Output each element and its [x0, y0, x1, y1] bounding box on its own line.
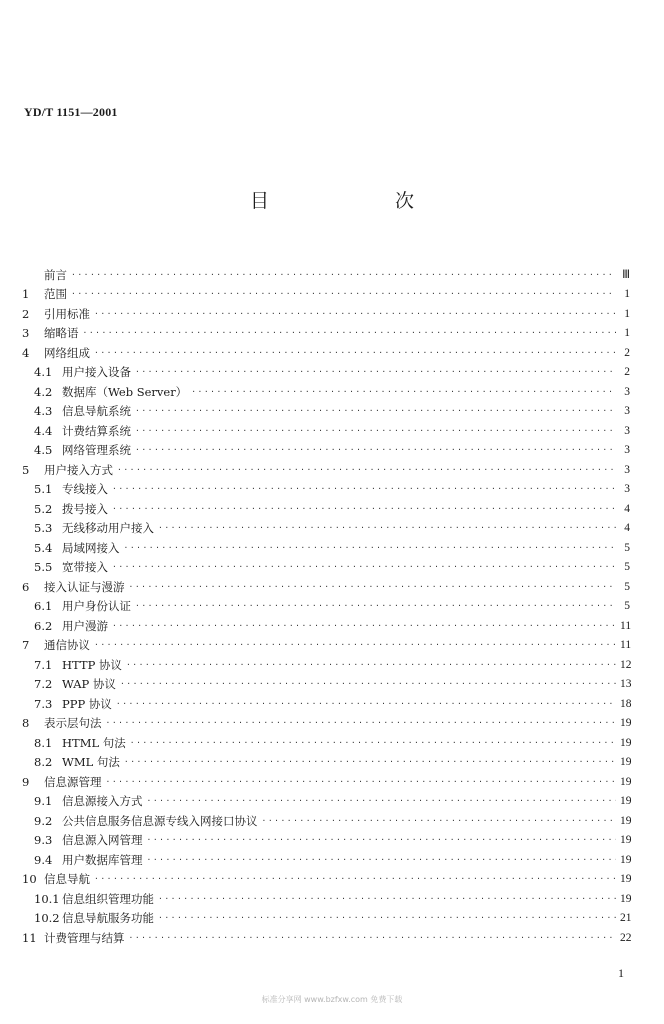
toc-entry[interactable]: [22, 496, 630, 516]
toc-entry[interactable]: [22, 730, 630, 750]
toc-entry-number: 7: [22, 638, 30, 652]
toc-entry-number: 5: [22, 462, 30, 477]
toc-entry-title: 信息源入网管理: [62, 833, 143, 847]
toc-leader-dots: [135, 365, 616, 379]
toc-entry[interactable]: [22, 867, 630, 887]
toc-leader-dots: [158, 521, 616, 535]
toc-entry-title: 引用标准: [44, 306, 90, 321]
toc-entry-title: 宽带接入: [62, 560, 108, 574]
toc-entry[interactable]: [22, 711, 630, 731]
toc-entry-title: 数据库（Web Server）: [62, 384, 188, 399]
toc-entry[interactable]: [22, 418, 630, 438]
toc-entry-page: 12: [620, 658, 632, 671]
toc-entry-number: 5.2: [34, 501, 53, 516]
toc-entry-number: 4.2: [34, 384, 53, 399]
toc-entry[interactable]: [22, 535, 630, 555]
toc-leader-dots: [106, 716, 617, 730]
toc-leader-dots: [94, 872, 616, 886]
toc-leader-dots: [112, 619, 616, 633]
toc-leader-dots: [83, 326, 617, 340]
toc-entry[interactable]: [22, 574, 630, 594]
toc-entry[interactable]: [22, 652, 630, 672]
toc-entry-title: 信息组织管理功能: [62, 891, 154, 906]
toc-leader-dots: [135, 599, 616, 613]
toc-entry-title: WAP 协议: [62, 677, 116, 691]
toc-entry-number: 9.2: [34, 813, 53, 828]
toc-entry-number: 7.2: [34, 677, 53, 691]
toc-entry-page: 3: [624, 424, 630, 437]
toc-leader-dots: [135, 443, 616, 457]
toc-entry[interactable]: [22, 516, 630, 536]
toc-entry-page: 11: [620, 639, 632, 651]
toc-entry-page: 19: [620, 834, 632, 846]
toc-entry-page: 2: [624, 346, 630, 359]
toc-entry[interactable]: [22, 379, 630, 399]
toc-entry-page: 19: [620, 795, 632, 807]
toc-entry[interactable]: [22, 340, 630, 360]
toc-entry-page: 19: [620, 775, 632, 788]
toc-entry-title: 信息导航: [44, 872, 90, 886]
toc-entry[interactable]: [22, 691, 630, 711]
toc-entry-title: 用户身份认证: [62, 599, 131, 613]
toc-entry-page: 1: [624, 327, 630, 339]
toc-entry-page: 19: [620, 814, 632, 827]
toc-entry-title: 缩略语: [44, 326, 79, 340]
toc-entry[interactable]: [22, 828, 630, 848]
toc-entry-title: 表示层句法: [44, 716, 102, 730]
toc-entry-number: 9: [22, 774, 30, 789]
toc-leader-dots: [147, 794, 617, 808]
toc-entry[interactable]: [22, 808, 630, 828]
toc-entry-page: 2: [624, 366, 630, 378]
toc-entry-number: 6.1: [34, 599, 53, 613]
toc-entry-page: 3: [624, 463, 630, 476]
table-of-contents: [22, 262, 630, 945]
watermark: 标准分享网 www.bzfxw.com 免费下载: [261, 995, 403, 1004]
toc-leader-dots: [135, 404, 616, 418]
toc-entry[interactable]: [22, 457, 630, 477]
toc-entry[interactable]: [22, 360, 630, 380]
toc-entry-title: WML 句法: [62, 755, 120, 769]
toc-entry-title: 用户接入设备: [62, 365, 131, 379]
toc-entry-title: 接入认证与漫游: [44, 579, 125, 594]
toc-entry-number: 5.4: [34, 540, 53, 555]
toc-entry-number: 9.4: [34, 852, 53, 867]
toc-leader-dots: [94, 307, 616, 321]
toc-entry-title: 通信协议: [44, 638, 90, 652]
toc-entry-title: PPP 协议: [62, 696, 112, 711]
toc-entry[interactable]: [22, 613, 630, 633]
toc-entry-number: 5.3: [34, 521, 53, 535]
toc-entry[interactable]: [22, 438, 630, 458]
toc-leader-dots: [116, 697, 616, 711]
toc-entry-number: 11: [22, 930, 37, 945]
toc-leader-dots: [129, 931, 617, 945]
toc-entry-number: 7.3: [34, 696, 53, 711]
toc-entry-number: 6: [22, 579, 30, 594]
toc-entry-page: 1: [624, 288, 630, 300]
toc-entry-page: 19: [620, 756, 632, 768]
toc-leader-dots: [191, 385, 616, 399]
toc-entry-number: 8: [22, 716, 30, 730]
toc-entry-number: 9.1: [34, 794, 53, 808]
toc-leader-dots: [130, 736, 616, 750]
toc-entry-page: 5: [624, 600, 630, 612]
toc-entry-number: 4.4: [34, 423, 53, 438]
toc-entry-number: 4.5: [34, 443, 53, 457]
toc-entry-number: 6.2: [34, 618, 53, 633]
toc-entry-number: 10: [22, 872, 37, 886]
toc-entry-page: 3: [624, 385, 630, 398]
toc-leader-dots: [94, 346, 616, 360]
toc-leader-dots: [124, 541, 617, 555]
toc-entry-page: Ⅲ: [622, 268, 630, 281]
toc-entry[interactable]: [22, 672, 630, 692]
toc-entry-title: 公共信息服务信息源专线入网接口协议: [62, 813, 258, 828]
toc-entry-page: 22: [620, 931, 632, 944]
toc-entry-page: 21: [620, 912, 632, 924]
toc-entry-page: 1: [624, 307, 630, 320]
toc-entry-title: 网络组成: [44, 345, 90, 360]
toc-entry-title: 范围: [44, 287, 67, 301]
toc-entry-title: 用户数据库管理: [62, 852, 143, 867]
toc-entry-page: 5: [624, 541, 630, 554]
toc-leader-dots: [120, 677, 616, 691]
toc-entry-title: 专线接入: [62, 482, 108, 496]
toc-leader-dots: [158, 911, 616, 925]
toc-leader-dots: [112, 502, 616, 516]
toc-entry-number: 8.2: [34, 755, 53, 769]
toc-entry-page: 3: [624, 405, 630, 417]
toc-entry-page: 19: [620, 892, 632, 905]
toc-entry-number: 3: [22, 326, 30, 340]
toc-leader-dots: [112, 482, 616, 496]
toc-entry-page: 19: [620, 873, 632, 885]
toc-entry-page: 18: [620, 697, 632, 710]
toc-entry-number: 2: [22, 306, 30, 321]
toc-entry-page: 19: [620, 717, 632, 729]
page-title: 目 次: [249, 190, 475, 212]
toc-leader-dots: [158, 892, 616, 906]
toc-leader-dots: [135, 424, 616, 438]
toc-leader-dots: [147, 833, 617, 847]
toc-leader-dots: [262, 814, 617, 828]
toc-entry-page: 11: [620, 619, 632, 632]
toc-entry[interactable]: [22, 321, 630, 341]
toc-entry-page: 3: [624, 483, 630, 495]
toc-entry-page: 5: [624, 580, 630, 593]
toc-entry[interactable]: [22, 847, 630, 867]
toc-leader-dots: [147, 853, 617, 867]
toc-entry-title: HTTP 协议: [62, 657, 122, 672]
toc-entry-title: 前言: [44, 267, 67, 282]
toc-entry-title: 计费结算系统: [62, 423, 131, 438]
toc-entry-number: 5.5: [34, 560, 53, 574]
toc-entry-page: 13: [620, 678, 632, 690]
toc-entry[interactable]: [22, 769, 630, 789]
toc-entry-number: 10.2: [34, 911, 60, 925]
toc-entry[interactable]: [22, 262, 630, 282]
toc-entry-number: 1: [22, 287, 30, 301]
toc-entry-number: 4.1: [34, 365, 53, 379]
toc-leader-dots: [117, 463, 616, 477]
toc-entry-number: 4.3: [34, 404, 53, 418]
toc-entry[interactable]: [22, 477, 630, 497]
toc-entry[interactable]: [22, 789, 630, 809]
toc-entry-title: 信息源接入方式: [62, 794, 143, 808]
toc-entry-title: HTML 句法: [62, 735, 126, 750]
toc-entry-title: 信息源管理: [44, 774, 102, 789]
toc-entry-title: 信息导航服务功能: [62, 911, 154, 925]
document-code: YD/T 1151—2001: [24, 105, 118, 119]
toc-entry[interactable]: [22, 925, 630, 945]
toc-leader-dots: [129, 580, 617, 594]
toc-leader-dots: [71, 268, 616, 282]
toc-entry-number: 7.1: [34, 657, 53, 672]
toc-entry[interactable]: [22, 906, 630, 926]
toc-entry-title: 拨号接入: [62, 501, 108, 516]
toc-entry-number: 5.1: [34, 482, 53, 496]
toc-entry-page: 4: [624, 502, 630, 515]
toc-leader-dots: [106, 775, 617, 789]
toc-entry-title: 无线移动用户接入: [62, 521, 154, 535]
toc-entry-page: 4: [624, 522, 630, 534]
toc-entry[interactable]: [22, 594, 630, 614]
toc-entry-page: 5: [624, 561, 630, 573]
toc-entry-title: 计费管理与结算: [44, 930, 125, 945]
toc-leader-dots: [112, 560, 616, 574]
toc-entry-number: 9.3: [34, 833, 53, 847]
toc-entry[interactable]: [22, 301, 630, 321]
toc-entry-title: 信息导航系统: [62, 404, 131, 418]
toc-entry[interactable]: [22, 886, 630, 906]
toc-entry-title: 用户接入方式: [44, 462, 113, 477]
toc-entry-number: 10.1: [34, 891, 60, 906]
toc-leader-dots: [124, 755, 616, 769]
toc-leader-dots: [94, 638, 616, 652]
toc-entry-title: 网络管理系统: [62, 443, 131, 457]
toc-entry-page: 19: [620, 853, 632, 866]
toc-entry-number: 8.1: [34, 735, 53, 750]
toc-entry-page: 19: [620, 736, 632, 749]
toc-entry[interactable]: [22, 282, 630, 302]
toc-leader-dots: [71, 287, 616, 301]
toc-entry[interactable]: [22, 555, 630, 575]
toc-entry[interactable]: [22, 633, 630, 653]
page-number: 1: [618, 966, 624, 980]
toc-leader-dots: [126, 658, 616, 672]
toc-entry[interactable]: [22, 750, 630, 770]
toc-entry-page: 3: [624, 444, 630, 456]
toc-entry-title: 局域网接入: [62, 540, 120, 555]
toc-entry[interactable]: [22, 399, 630, 419]
toc-entry-number: 4: [22, 345, 30, 360]
toc-entry-title: 用户漫游: [62, 618, 108, 633]
